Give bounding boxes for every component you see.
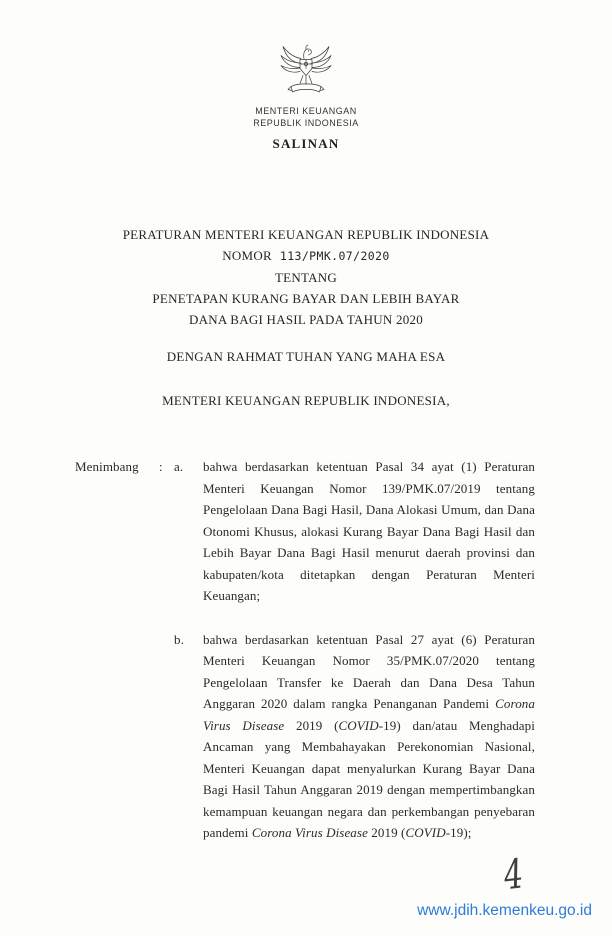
- regulation-title-block: [0, 224, 612, 411]
- garuda-pancasila-icon: [276, 36, 336, 100]
- menimbang-section: [75, 456, 535, 844]
- menimbang-label: Menimbang: [75, 459, 139, 474]
- copy-stamp-salinan: SALINAN: [272, 136, 340, 151]
- consideration-item-b: [174, 629, 535, 844]
- menimbang-items: [174, 456, 535, 844]
- invocation-line: DENGAN RAHMAT TUHAN YANG MAHA ESA: [166, 349, 446, 364]
- jdih-watermark-link[interactable]: www.jdih.kemenkeu.go.id: [417, 902, 592, 919]
- tentang-label: TENTANG: [274, 270, 338, 285]
- subject-line-1: PENETAPAN KURANG BAYAR DAN LEBIH BAYAR: [152, 291, 460, 306]
- menimbang-colon: :: [159, 459, 163, 474]
- consideration-item-a: [174, 456, 535, 607]
- regulation-number-line: [0, 245, 612, 267]
- regulation-title: PERATURAN MENTERI KEUANGAN REPUBLIK INDONESIA: [122, 227, 490, 242]
- letterhead: [0, 0, 612, 152]
- nomor-label: NOMOR: [222, 248, 272, 263]
- subject-line-2: DANA BAGI HASIL PADA TAHUN 2020: [188, 312, 424, 327]
- item-text: bahwa berdasarkan ketentuan Pasal 34 ayat (1) Peraturan Menteri Keuangan Nomor 139/PMK.07/2019 tentang Pengelolaan Dana Bagi Hasil, Dana Alokasi Umum, dan Dana Otonomi Khusus, alokasi Kurang Bayar Dana Bagi Hasil dan Lebih Bayar Dana Bagi Hasil menurut daerah provinsi dan kabupaten/kota ditetapkan dengan Peraturan Menteri Keuangan;: [203, 459, 535, 603]
- republic-name: REPUBLIK INDONESIA: [253, 118, 359, 128]
- enacting-authority-line: MENTERI KEUANGAN REPUBLIK INDONESIA,: [162, 393, 450, 408]
- handwritten-mark: 4: [501, 850, 526, 901]
- ministry-name: MENTERI KEUANGAN: [255, 106, 357, 116]
- nomor-value: 113/PMK.07/2020: [279, 249, 390, 263]
- item-marker: a.: [174, 459, 184, 474]
- item-marker: b.: [174, 631, 184, 647]
- item-text: bahwa berdasarkan ketentuan Pasal 27 ayat (6) Peraturan Menteri Keuangan Nomor 35/PMK.07/2020 tentang Pengelolaan Transfer ke Daerah dan Dana Desa Tahun Anggaran 2020 dalam rangka Penanganan Pandemi Corona Virus Disease 2019 (COVID-19) dan/atau Menghadapi Ancaman yang Membahayakan Perekonomian Nasional, Menteri Keuangan dapat menyalurkan Kurang Bayar Dana Bagi Hasil Tahun Anggaran 2019 dengan mempertimbangkan kemampuan keuangan negara dan perkembangan penyebaran pandemi Corona Virus Disease 2019 (COVID-19);: [203, 631, 535, 840]
